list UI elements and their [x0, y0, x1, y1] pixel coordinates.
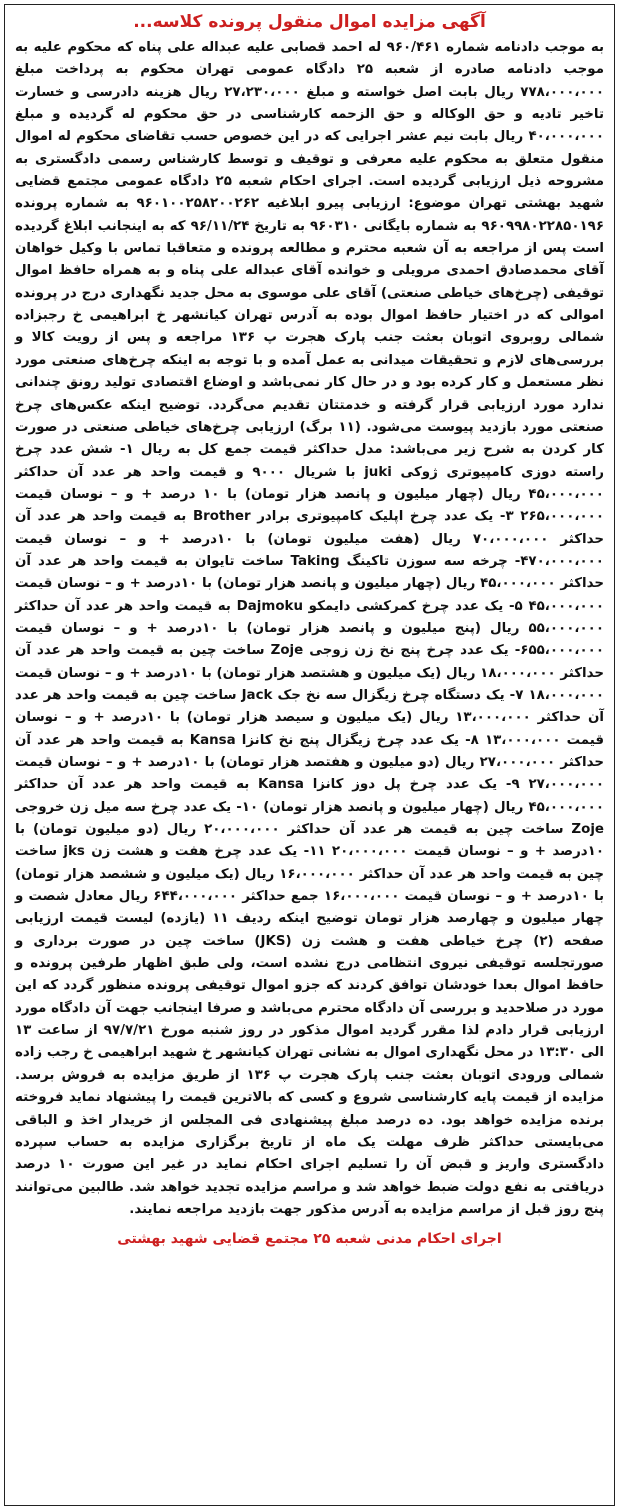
notice-title: آگهی مزایده اموال منقول پرونده کلاسه... — [133, 12, 486, 32]
auction-notice — [4, 4, 615, 1506]
notice-footer: اجرای احکام مدنی شعبه ۲۵ مجتمع قضایی شهید بهشتی — [117, 1231, 502, 1248]
notice-body: به موجب دادنامه شماره ۹۶۰/۴۶۱ له احمد قصابی علیه عبداله علی پناه که محکوم علیه به موجب دادنامه صادره از شعبه ۲۵ دادگاه عمومی تهران محکوم به پرداخت مبلغ ۷۷۸،۰۰۰،۰۰۰ ریال بابت اصل خواسته و مبلغ ۲۷،۲۳۰،۰۰۰ ریال هزینه دادرسی و خسارت تاخیر تادیه و حق الوکاله و حق الزحمه کارشناسی در حق محکوم له گردیده و مبلغ ۴۰،۰۰۰،۰۰۰ ریال بابت نیم عشر اجرایی که در این خصوص حسب تقاضای محکوم له اموال منقول متعلق به محکوم علیه معرفی و توقیف و توسط کارشناس رسمی دادگستری به مشروحه ذیل ارزیابی گردیده است. اجرای احکام شعبه ۲۵ دادگاه عمومی مجتمع قضایی شهید بهشتی تهران موضوع: ارزیابی پیرو ابلاغیه ۹۶۰۱۰۰۲۵۸۲۰۰۲۶۲ به شماره پرونده ۹۶۰۹۹۸۰۲۲۸۵۰۱۹۶ به شماره بایگانی ۹۶۰۳۱۰ به تاریخ ۹۶/۱۱/۲۴ که به اینجانب ابلاغ گردیده است پس از مراجعه به آن شعبه محترم و مطالعه پرونده و متعاقبا تماس با وکیل خواهان آقای محمدصادق احمدی مرویلی و خوانده آقای عبداله علی پناه و به همراه حافظ اموال توقیفی (چرخ‌های خیاطی صنعتی) آقای علی موسوی به محل جدید نگهداری درج در پرونده اموالی که در اختیار حافظ اموال بوده به آدرس تهران کیانشهر خ ابراهیمی خ رجبزاده شمالی روبروی اتوبان بعثت جنب پارک هجرت پ ۱۳۶ مراجعه و پس از رویت کالا و بررسی‌های لازم و تحقیقات میدانی به عمل آمده و با توجه به اینکه چرخ‌های صنعتی مورد نظر مستعمل و کار کرده بود و در حال کار نمی‌باشد و اوضاع اقتصادی تولید رونق چندانی ندارد مورد ارزیابی قرار گرفته و خدمتتان تقدیم می‌گردد. توضیح اینکه عکس‌های چرخ صنعتی مورد بازدید پیوست می‌شود. (۱۱ برگ) ارزیابی چرخ‌های خیاطی صنعتی در صورت کار کردن به شرح زیر می‌باشد: مدل حداکثر قیمت جمع کل به ریال ۱- شش عدد چرخ راسته دوزی کامپیوتری ژوکی juki با شریال ۹۰۰۰ و قیمت واحد هر عدد آن حداکثر ۴۵،۰۰۰،۰۰۰ ریال (چهار میلیون و پانصد هزار تومان) با ۱۰ درصد + و – نوسان قیمت ۲۶۵،۰۰۰،۰۰۰ ۳- یک عدد چرخ اپلیک کامپیوتری برادر Brother به قیمت واحد هر عدد آن حداکثر ۷۰،۰۰۰،۰۰۰ ریال (هفت میلیون تومان) با ۱۰درصد + و – نوسان قیمت ۴۷۰،۰۰۰،۰۰۰- چرخه سه سوزن تاکینگ Taking ساخت تایوان به قیمت واحد هر عدد آن حداکثر ۴۵،۰۰۰،۰۰۰ ریال (چهار میلیون و پانصد هزار تومان) با ۱۰درصد + و – نوسان قیمت ۴۵،۰۰۰،۰۰۰ ۵- یک عدد چرخ کمرکشی دایمکو Dajmoku به قیمت واحد هر عدد آن حداکثر ۵۵،۰۰۰،۰۰۰ ریال (پنج میلیون و پانصد هزار تومان) با ۱۰درصد + و – نوسان قیمت ۶۵۵،۰۰۰،۰۰۰- یک عدد چرخ پنج نخ زن زوجی Zoje ساخت چین به قیمت واحد هر عدد آن حداکثر ۱۸،۰۰۰،۰۰۰ ریال (یک میلیون و هشتصد هزار تومان) با ۱۰درصد + و – نوسان قیمت ۱۸،۰۰۰،۰۰۰ ۷- یک دستگاه چرخ زیگزال سه نخ جک Jack ساخت چین به قیمت واحد هر عدد آن حداکثر ۱۳،۰۰۰،۰۰۰ ریال (یک میلیون و سیصد هزار تومان) با ۱۰درصد + و – نوسان قیمت ۱۳،۰۰۰،۰۰۰ ۸- یک عدد چرخ زیگزال پنج نخ کانزا Kansa به قیمت واحد هر عدد آن حداکثر ۲۷،۰۰۰،۰۰۰ ریال (دو میلیون و هفتصد هزار تومان) با ۱۰درصد + و – نوسان قیمت ۲۷،۰۰۰،۰۰۰ ۹- یک عدد چرخ پل دوز کانزا Kansa به قیمت واحد هر عدد آن حداکثر ۴۵،۰۰۰،۰۰۰ ریال (چهار میلیون و پانصد هزار تومان) ۱۰- یک عدد چرخ سه میل زن خروجی Zoje ساخت چین به قیمت هر عدد آن حداکثر ۲۰،۰۰۰،۰۰۰ ریال (دو میلیون تومان) با ۱۰درصد + و – نوسان قیمت ۲۰،۰۰۰،۰۰۰ ۱۱- یک عدد چرخ هفت و هشت زن jks ساخت چین به قیمت واحد هر عدد آن حداکثر ۱۶،۰۰۰،۰۰۰ ریال (یک میلیون و ششصد هزار تومان) با ۱۰درصد + و – نوسان قیمت ۱۶،۰۰۰،۰۰۰ جمع حداکثر ۶۴۴،۰۰۰،۰۰۰ ریال معادل شصت و چهار میلیون و چهارصد هزار تومان توضیح اینکه ردیف ۱۱ (یازده) لیست قیمت ارزیابی صفحه (۲) چرخ خیاطی هفت و هشت زن (JKS) ساخت چین در صورت برداری و صورتجلسه توقیفی نیروی انتظامی درج نشده است، ولی طبق اظهار طرفین پرونده و حافظ اموال بعدا خودشان توافق کردند که جزو اموال توقیفی پرونده منظور گردد که این مورد در صلاحدید و بررسی آن دادگاه محترم می‌باشد و صرفا اینجانب جهت آن دادگاه مورد ارزیابی قرار دادم لذا مقرر گردید اموال مذکور در روز شنبه مورخ ۹۷/۷/۲۱ از ساعت ۱۳ الی ۱۳:۳۰ در محل نگهداری اموال به نشانی تهران کیانشهر خ شهید ابراهیمی خ رجب زاده شمالی ورودی اتوبان بعثت جنب پارک هجرت پ ۱۳۶ از طریق مزایده به فروش برسد. مزایده از قیمت پایه کارشناسی شروع و کسی که بالاترین قیمت را پیشنهاد نماید فروخته برنده مزایده خواهد بود. ده درصد مبلغ پیشنهادی فی المجلس از خریدار اخذ و الباقی می‌بایستی حداکثر ظرف مهلت یک ماه از تاریخ برگزاری مزایده به حساب سپرده دادگستری واریز و قبض آن را تسلیم اجرای احکام نماید در غیر این صورت ۱۰ درصد دریافتی به نفع دولت ضبط خواهد شد و مراسم مزایده تجدید خواهد شد. طالبین می‌توانند پنج روز قبل از مراسم مزایده به آدرس مذکور جهت بازدید مراجعه نمایند. — [15, 40, 605, 1217]
